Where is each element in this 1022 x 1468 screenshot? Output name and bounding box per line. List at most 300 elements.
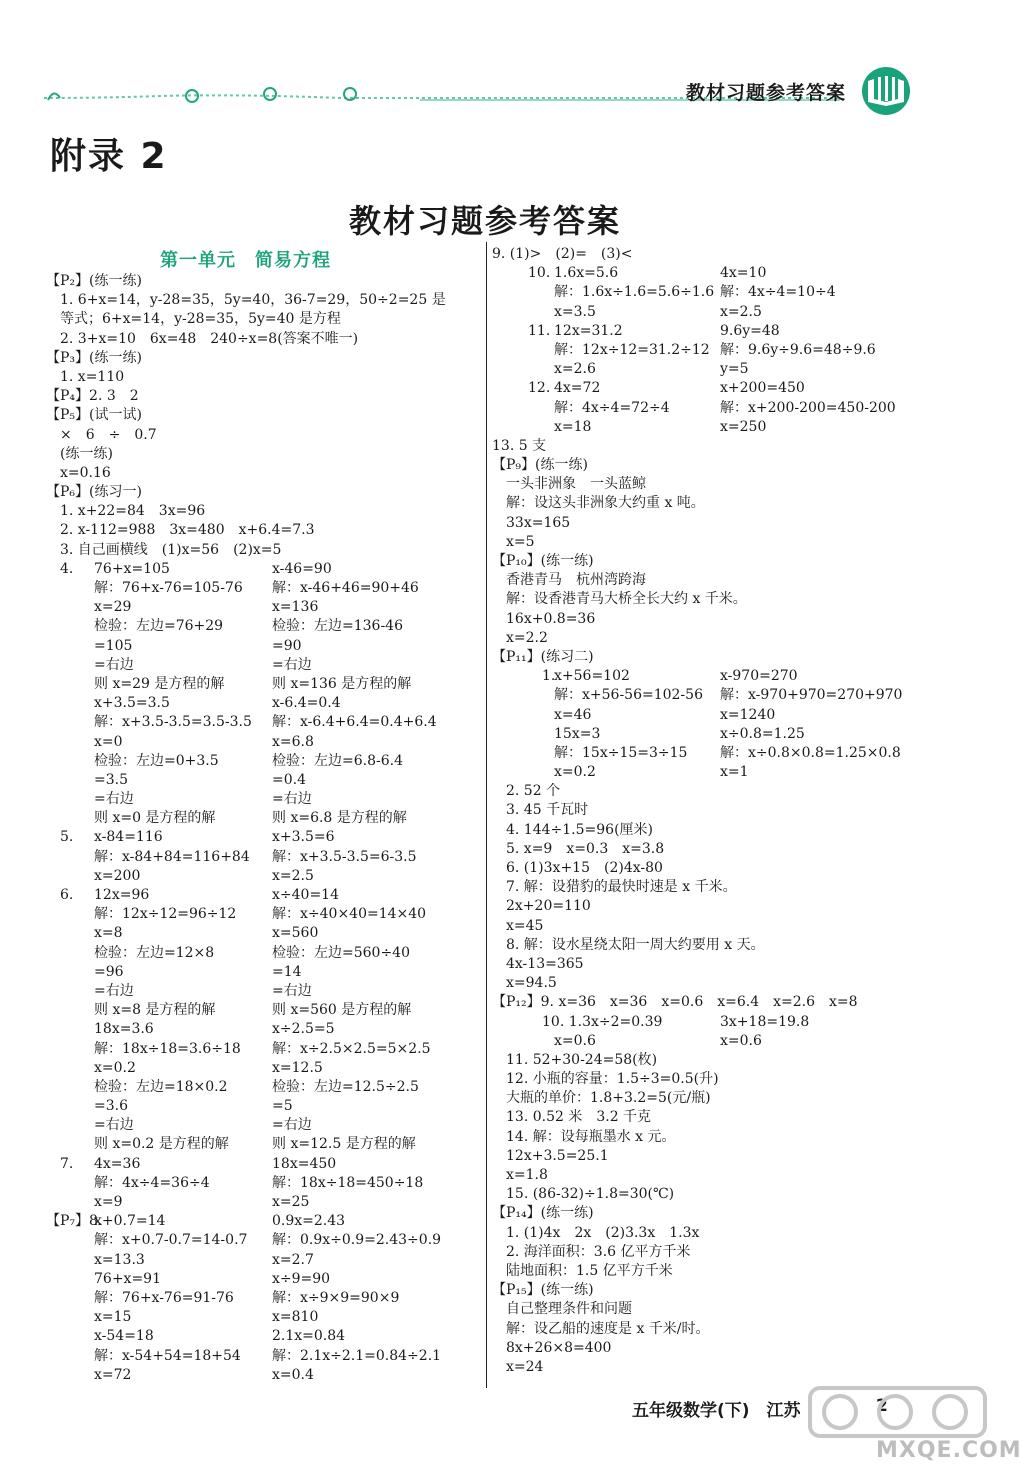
- answer-text: 1. 6+x=14，y-28=35，5y=40，36-7=29，50÷2=25 是: [46, 292, 446, 309]
- right-column: [492, 245, 952, 1377]
- answer-line: [492, 456, 952, 475]
- answer-line: [46, 867, 482, 886]
- answer-text: x÷40=14: [272, 887, 339, 903]
- answer-line: [492, 686, 952, 705]
- answer-line: [492, 974, 952, 993]
- answer-line: [46, 502, 482, 521]
- answer-line: [46, 733, 482, 752]
- answer-text: 【P₁₀】(练一练): [492, 553, 594, 569]
- answer-text: x-6.4=0.4: [272, 695, 341, 712]
- answer-text: 则 x=12.5 是方程的解: [272, 1136, 416, 1153]
- answer-text: x=15: [94, 1309, 132, 1326]
- answer-text: 检验：左边=12×8: [94, 944, 215, 961]
- answer-line: [46, 944, 482, 963]
- answer-line: [46, 656, 482, 675]
- answer-text: 检验：左边=18×0.2: [94, 1078, 228, 1095]
- answer-line: [492, 1070, 952, 1089]
- answer-text: x=0.2: [94, 1059, 136, 1076]
- answer-text: 自己整理条件和问题: [492, 1301, 632, 1318]
- answer-text: 则 x=0 是方程的解: [94, 810, 216, 827]
- answer-text: x=3.5: [554, 303, 596, 320]
- answer-text: 【P₁₅】(练一练): [492, 1282, 594, 1299]
- answer-text: x=72: [94, 1366, 132, 1383]
- answer-text: 【P₁₂】9. x=36 x=36 x=0.6 x=6.4 x=2.6 x=8: [492, 994, 858, 1011]
- answer-line: [492, 494, 952, 513]
- answer-text: 则 x=560 是方程的解: [272, 1002, 412, 1019]
- answer-text: 5.: [46, 829, 74, 846]
- answer-text: 检验：左边=76+29: [94, 618, 224, 635]
- answer-text: 2. 3+x=10 6x=48 240÷x=8(答案不唯一): [46, 330, 359, 347]
- answer-text: x=0.6: [720, 1032, 762, 1049]
- answer-text: =5: [272, 1098, 293, 1115]
- answer-line: [492, 1320, 952, 1339]
- answer-text: 15x=3: [554, 725, 601, 742]
- answer-text: 【P₁₄】(练一练): [492, 1205, 594, 1222]
- answer-line: [46, 790, 482, 809]
- answer-line: [46, 368, 482, 387]
- answer-text: =96: [94, 963, 124, 980]
- answer-line: [492, 1108, 952, 1127]
- answer-text: 3. 自己画横线 (1)x=56 (2)x=5: [46, 541, 282, 558]
- answer-line: [46, 349, 482, 368]
- answer-text: 解：76+x-76=91-76: [94, 1289, 234, 1306]
- answer-line: [492, 1128, 952, 1147]
- answer-text: 4.: [46, 560, 74, 577]
- answer-line: [492, 840, 952, 859]
- answer-line: [492, 1013, 952, 1032]
- left-column: [46, 272, 482, 1385]
- answer-line: [492, 897, 952, 916]
- answer-text: 4x=10: [720, 265, 767, 282]
- answer-line: [46, 828, 482, 847]
- answer-line: [46, 1193, 482, 1212]
- answer-text: 检验：左边=0+3.5: [94, 752, 219, 769]
- answer-line: [492, 801, 952, 820]
- answer-line: [492, 475, 952, 494]
- column-divider: [486, 242, 487, 1388]
- answer-line: [492, 955, 952, 974]
- answer-text: 0.9x=2.43: [272, 1213, 346, 1230]
- answer-line: [46, 1270, 482, 1289]
- answer-text: 【P₆】(练习一): [46, 484, 142, 501]
- answer-text: 13. 0.52 米 3.2 千克: [492, 1109, 652, 1126]
- answer-text: x=24: [492, 1358, 544, 1375]
- answer-text: 等式；6+x=14，y-28=35，5y=40 是方程: [46, 311, 341, 328]
- answer-line: [492, 341, 952, 360]
- answer-line: [492, 859, 952, 878]
- answer-line: [492, 1300, 952, 1319]
- answer-text: 6.: [46, 887, 74, 903]
- answer-text: x=2.5: [272, 867, 314, 884]
- answer-text: =90: [272, 637, 302, 654]
- answer-line: [46, 387, 482, 406]
- answer-text: 12x+3.5=25.1: [492, 1147, 609, 1164]
- answer-text: 解：9.6y÷9.6=48÷9.6: [720, 341, 876, 358]
- answer-text: x=45: [492, 917, 544, 934]
- answer-text: x+0.7=14: [94, 1213, 166, 1230]
- answer-text: x=0.2: [554, 764, 596, 781]
- answer-text: 2. x-112=988 3x=480 x+6.4=7.3: [46, 522, 315, 539]
- answer-text: =右边: [272, 656, 312, 673]
- answer-text: =右边: [94, 791, 134, 808]
- answer-line: [46, 675, 482, 694]
- answer-line: [492, 590, 952, 609]
- answer-text: 4x-13=365: [492, 955, 584, 972]
- answer-text: 解：x+0.7-0.7=14-0.7: [94, 1232, 248, 1249]
- answer-line: [492, 437, 952, 456]
- answer-line: [492, 1224, 952, 1243]
- answer-line: [46, 1097, 482, 1116]
- answer-text: 【P₁₁】(练习二): [492, 648, 594, 665]
- answer-text: 解：x+56-56=102-56: [554, 687, 703, 704]
- unit-title: 第一单元 简易方程: [160, 250, 331, 271]
- answer-text: 解：18x÷18=3.6÷18: [94, 1040, 241, 1057]
- answer-line: [46, 310, 482, 329]
- answer-text: x+3.5=6: [272, 829, 335, 846]
- answer-text: =3.5: [94, 771, 128, 788]
- answer-line: [46, 771, 482, 790]
- answer-line: [46, 905, 482, 924]
- answer-text: y=5: [720, 361, 749, 378]
- answer-line: [492, 552, 952, 571]
- answer-text: 12x=31.2: [554, 322, 623, 339]
- answer-text: x÷0.8=1.25: [720, 725, 805, 742]
- answer-text: =右边: [94, 1117, 134, 1134]
- answer-text: 2.1x=0.84: [272, 1328, 346, 1345]
- answer-line: [492, 993, 952, 1012]
- answer-text: x=0.6: [554, 1032, 596, 1049]
- answer-text: 33x=165: [492, 514, 571, 531]
- answer-text: 1.6x=5.6: [554, 265, 619, 282]
- answer-text: 解：4x÷4=10÷4: [720, 284, 836, 301]
- answer-text: 4. 144÷1.5=96(厘米): [492, 821, 653, 838]
- answer-line: [46, 579, 482, 598]
- answer-line: [492, 1262, 952, 1281]
- answer-line: [46, 809, 482, 828]
- answer-line: [46, 464, 482, 483]
- answer-line: [492, 379, 952, 398]
- answer-line: [492, 1051, 952, 1070]
- answer-text: 13. 5 支: [492, 437, 547, 454]
- answer-line: [492, 629, 952, 648]
- answer-text: 14. 解：设每瓶墨水 x 元。: [492, 1128, 676, 1145]
- answer-text: 8x+26×8=400: [492, 1339, 612, 1356]
- answer-line: [46, 483, 482, 502]
- answer-line: [492, 763, 952, 782]
- answer-line: [492, 706, 952, 725]
- answer-line: [46, 963, 482, 982]
- answer-line: [492, 1147, 952, 1166]
- answer-line: [492, 917, 952, 936]
- answer-text: x=29: [94, 599, 132, 616]
- answer-text: 解：x-54+54=18+54: [94, 1347, 241, 1364]
- answer-text: 76+x=91: [94, 1270, 161, 1287]
- answer-text: 18x=3.6: [94, 1021, 154, 1038]
- answer-line: [492, 322, 952, 341]
- answer-text: 【P₃】(练一练): [46, 349, 142, 366]
- answer-text: x=560: [272, 925, 319, 942]
- answer-line: [492, 360, 952, 379]
- answer-text: (练一练): [46, 445, 113, 462]
- answer-line: [46, 1327, 482, 1346]
- answer-text: 9.6y=48: [720, 322, 780, 339]
- answer-text: 18x=450: [272, 1155, 337, 1172]
- answer-text: x=0: [94, 733, 123, 750]
- answer-text: x-54=18: [94, 1328, 154, 1345]
- answer-text: 解：4x÷4=72÷4: [554, 399, 670, 416]
- answer-line: [492, 1089, 952, 1108]
- answer-text: 解：4x÷4=36÷4: [94, 1174, 210, 1191]
- footer-book-title: 五年级数学(下) 江苏: [632, 1401, 801, 1421]
- answer-line: [46, 1155, 482, 1174]
- answer-line: [46, 598, 482, 617]
- answer-text: 8. 解：设水星绕太阳一周大约要用 x 天。: [492, 936, 765, 953]
- answer-line: [46, 1289, 482, 1308]
- answer-text: 解：15x÷15=3÷15: [554, 744, 688, 761]
- answer-text: 【P₉】(练一练): [492, 457, 588, 474]
- answer-text: 则 x=8 是方程的解: [94, 1002, 216, 1019]
- answer-text: x=1.8: [492, 1167, 548, 1183]
- answer-line: [46, 1020, 482, 1039]
- answer-text: 1. x+22=84 3x=96: [46, 503, 206, 520]
- answer-text: x=0.16: [46, 464, 111, 481]
- answer-line: [492, 878, 952, 897]
- answer-text: 解：x÷40×40=14×40: [272, 906, 427, 923]
- answer-text: 6. (1)3x+15 (2)4x-80: [492, 860, 663, 876]
- answer-line: [46, 617, 482, 636]
- answer-text: 【P₂】(练一练): [46, 273, 142, 289]
- answer-line: [492, 610, 952, 629]
- answer-text: x=6.8: [272, 733, 314, 750]
- answer-text: x=2.2: [492, 629, 548, 646]
- answer-text: 12.: [528, 380, 551, 397]
- answer-line: [46, 541, 482, 560]
- answer-text: 解：x+3.5-3.5=6-3.5: [272, 848, 417, 865]
- answer-text: 1. (1)4x 2x (2)3.3x 1.3x: [492, 1224, 700, 1241]
- answer-text: x=200: [94, 867, 141, 884]
- answer-line: [46, 1174, 482, 1193]
- answer-text: 12. 小瓶的容量：1.5÷3=0.5(升): [492, 1071, 719, 1088]
- answer-text: 解：x+3.5-3.5=3.5-3.5: [94, 714, 252, 731]
- answer-line: [492, 1243, 952, 1262]
- answer-text: 解：x÷2.5×2.5=5×2.5: [272, 1040, 431, 1057]
- answer-line: [492, 1032, 952, 1051]
- answer-line: [46, 272, 482, 291]
- answer-text: =105: [94, 637, 133, 654]
- answer-text: 解：设乙船的速度是 x 千米/时。: [492, 1320, 710, 1337]
- answer-text: 解：76+x-76=105-76: [94, 580, 243, 596]
- answer-text: 解：2.1x÷2.1=0.84÷2.1: [272, 1347, 442, 1364]
- answer-text: x=9: [94, 1194, 123, 1210]
- answer-line: [492, 533, 952, 552]
- answer-line: [46, 1078, 482, 1097]
- answer-text: 1. x=110: [46, 368, 125, 385]
- answer-text: 2x+20=110: [492, 898, 591, 915]
- answer-text: 检验：左边=6.8-6.4: [272, 752, 403, 769]
- answer-line: [46, 1001, 482, 1020]
- answer-line: [492, 283, 952, 302]
- answer-line: [46, 560, 482, 579]
- answer-text: 10.: [528, 265, 551, 282]
- answer-text: 15. (86-32)÷1.8=30(℃): [492, 1186, 675, 1203]
- answer-text: 解：12x÷12=31.2÷12: [554, 341, 710, 358]
- page-title: 教材习题参考答案: [348, 202, 621, 240]
- answer-line: [492, 571, 952, 590]
- answer-text: =右边: [272, 791, 312, 808]
- answer-line: [46, 1116, 482, 1135]
- answer-line: [492, 303, 952, 322]
- answer-line: [46, 1347, 482, 1366]
- answer-line: [46, 426, 482, 445]
- answer-text: 16x+0.8=36: [492, 610, 596, 627]
- answer-text: x=2.5: [720, 303, 762, 320]
- answer-text: 则 x=29 是方程的解: [94, 675, 225, 692]
- answer-line: [492, 1204, 952, 1223]
- answer-text: =右边: [94, 656, 134, 673]
- answer-text: x=8: [94, 925, 123, 942]
- answer-line: [46, 982, 482, 1001]
- answer-line: [46, 1308, 482, 1327]
- answer-line: [46, 1366, 482, 1385]
- answer-text: 一头非洲象 一头蓝鲸: [492, 476, 646, 493]
- answer-text: × 6 ÷ 0.7: [46, 426, 157, 443]
- answer-text: x=250: [720, 418, 767, 435]
- watermark-text: MXQE.COM: [876, 1438, 1022, 1463]
- answer-text: x=18: [554, 418, 592, 435]
- answer-text: x÷9=90: [272, 1270, 331, 1287]
- answer-line: [492, 936, 952, 955]
- answer-text: 【P₅】(试一试): [46, 407, 142, 424]
- answer-text: =14: [272, 963, 302, 980]
- answer-text: =右边: [272, 1117, 312, 1134]
- answer-text: 4x=36: [94, 1155, 141, 1172]
- answer-line: [46, 713, 482, 732]
- answer-text: x=5: [492, 533, 535, 550]
- answer-text: x=13.3: [94, 1251, 145, 1268]
- answer-text: =右边: [272, 982, 312, 999]
- answer-text: 检验：左边=136-46: [272, 618, 403, 635]
- answer-text: x-970=270: [720, 668, 798, 685]
- answer-text: 7. 解：设猎豹的最快时速是 x 千米。: [492, 879, 737, 896]
- answer-text: 解：设这头非洲象大约重 x 吨。: [492, 495, 705, 512]
- answer-text: =右边: [94, 982, 134, 999]
- answer-line: [46, 637, 482, 656]
- answer-text: 解：设香港青马大桥全长大约 x 千米。: [492, 591, 747, 608]
- answer-text: x=2.7: [272, 1251, 314, 1268]
- answer-line: [46, 1231, 482, 1250]
- answer-line: [492, 744, 952, 763]
- answer-line: [492, 245, 952, 264]
- answer-text: 解：x+200-200=450-200: [720, 399, 896, 416]
- answer-text: x=46: [554, 706, 592, 723]
- answer-text: 解：x÷9×9=90×9: [272, 1289, 400, 1306]
- answer-text: 陆地面积：1.5 亿平方千米: [492, 1262, 673, 1279]
- answer-text: 1.: [528, 668, 556, 685]
- page-number: 2: [876, 1396, 888, 1416]
- answer-line: [46, 406, 482, 425]
- answer-text: 解：x-6.4+6.4=0.4+6.4: [272, 714, 437, 731]
- answer-text: 解：12x÷12=96÷12: [94, 906, 237, 923]
- answer-text: 检验：左边=560÷40: [272, 944, 410, 961]
- answer-text: 解：1.6x÷1.6=5.6÷1.6: [554, 284, 715, 301]
- answer-line: [46, 521, 482, 540]
- answer-text: x=810: [272, 1309, 319, 1326]
- answer-text: x=25: [272, 1194, 310, 1210]
- answer-line: [492, 821, 952, 840]
- answer-line: [492, 1281, 952, 1300]
- answer-line: [492, 1339, 952, 1358]
- answer-text: 【P₇】8.: [46, 1213, 103, 1230]
- answer-text: 则 x=6.8 是方程的解: [272, 810, 407, 827]
- book-logo-icon: [852, 66, 920, 116]
- answer-line: [492, 667, 952, 686]
- answer-text: 大瓶的单价：1.8+3.2=5(元/瓶): [492, 1090, 711, 1107]
- appendix-label: 附录 2: [50, 136, 168, 177]
- answer-text: 则 x=0.2 是方程的解: [94, 1136, 229, 1153]
- answer-text: x-84=116: [94, 829, 163, 846]
- answer-line: [46, 330, 482, 349]
- answer-text: 检验：左边=12.5÷2.5: [272, 1078, 419, 1095]
- answer-line: [492, 418, 952, 437]
- answer-text: 【P₄】2. 3 2: [46, 388, 139, 405]
- answer-line: [492, 1166, 952, 1185]
- answer-text: 12x=96: [94, 887, 150, 903]
- answer-text: 解：x-46+46=90+46: [272, 580, 419, 596]
- answer-text: 10. 1.3x÷2=0.39: [528, 1013, 663, 1030]
- answer-text: x=94.5: [492, 975, 557, 992]
- answer-text: 9. (1)> (2)= (3)<: [492, 246, 633, 262]
- answer-line: [46, 1135, 482, 1154]
- answer-text: x=1240: [720, 706, 776, 723]
- answer-text: 香港青马 杭州湾跨海: [492, 572, 646, 589]
- answer-line: [46, 445, 482, 464]
- answer-line: [46, 1251, 482, 1270]
- answer-text: x=0.4: [272, 1366, 314, 1383]
- answer-text: 7.: [46, 1155, 74, 1172]
- answer-text: 2. 海洋面积：3.6 亿平方千米: [492, 1243, 691, 1260]
- answer-line: [46, 924, 482, 943]
- answer-line: [46, 848, 482, 867]
- answer-text: 解：0.9x÷0.9=2.43÷0.9: [272, 1232, 442, 1249]
- answer-text: x+56=102: [554, 668, 630, 685]
- answer-line: [46, 694, 482, 713]
- answer-text: =0.4: [272, 771, 306, 788]
- answer-line: [492, 725, 952, 744]
- answer-text: 3. 45 千瓦时: [492, 802, 589, 819]
- answer-text: 3x+18=19.8: [720, 1013, 810, 1030]
- answer-line: [492, 782, 952, 801]
- answer-line: [492, 399, 952, 418]
- answer-text: x=2.6: [554, 361, 596, 378]
- answer-text: x+200=450: [720, 380, 805, 397]
- answer-line: [46, 291, 482, 310]
- answer-line: [46, 1212, 482, 1231]
- answer-text: 2. 52 个: [492, 783, 561, 800]
- answer-text: 5. x=9 x=0.3 x=3.8: [492, 840, 665, 857]
- answer-line: [46, 1040, 482, 1059]
- answer-line: [492, 264, 952, 283]
- answer-text: 11.: [528, 322, 551, 339]
- answer-text: x÷2.5=5: [272, 1021, 335, 1038]
- answer-line: [46, 1059, 482, 1078]
- answer-text: 解：18x÷18=450÷18: [272, 1174, 424, 1191]
- answer-line: [492, 648, 952, 667]
- answer-text: 解：x-970+970=270+970: [720, 687, 903, 704]
- answer-line: [492, 1358, 952, 1377]
- answer-text: 76+x=105: [94, 560, 170, 577]
- answer-text: x=12.5: [272, 1059, 323, 1076]
- answer-text: x+3.5=3.5: [94, 695, 170, 712]
